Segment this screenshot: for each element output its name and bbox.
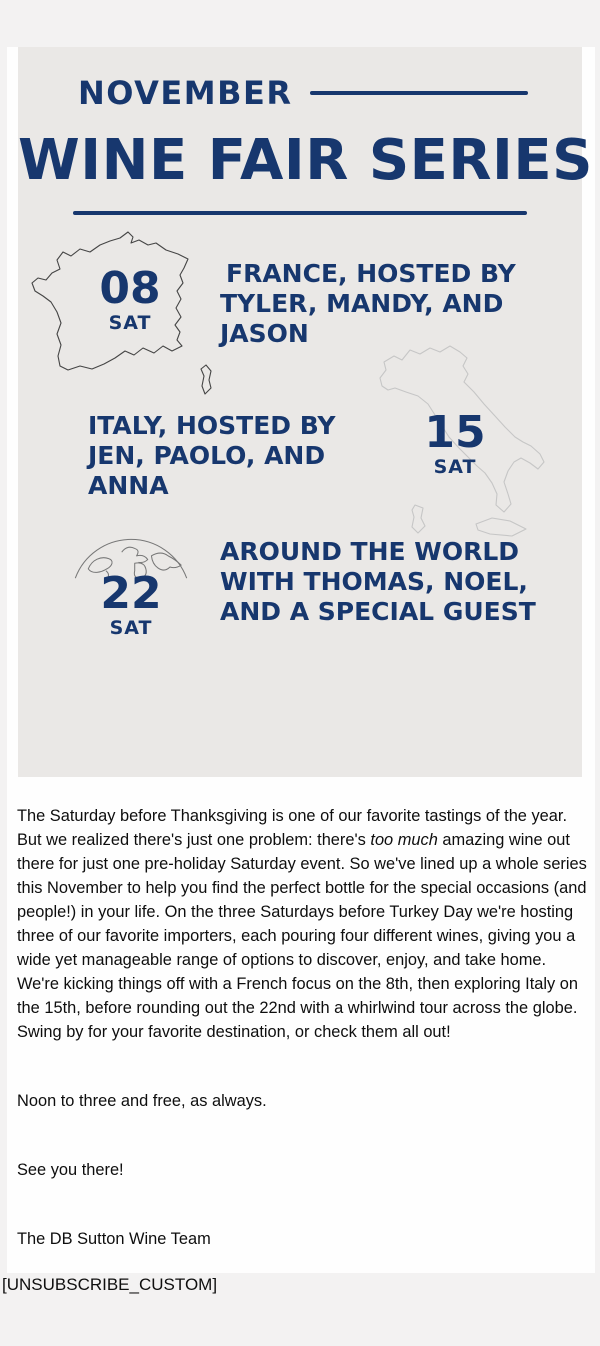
event-title-france [220, 259, 560, 349]
event-title-line: TYLER, MANDY, AND [220, 289, 504, 318]
poster-title: WINE FAIR SERIES [18, 128, 593, 193]
email-body [7, 47, 595, 1273]
poster-month-row [78, 73, 528, 113]
event-date-france [80, 263, 180, 334]
time-paragraph: Noon to three and free, as always. [17, 1092, 267, 1110]
event-title-line: ANNA [88, 471, 169, 500]
event-title-line: FRANCE, HOSTED BY [226, 259, 516, 288]
intro-text-italic: too much [370, 831, 438, 849]
event-date-world [81, 568, 181, 639]
event-weekday: SAT [108, 312, 152, 334]
wine-fair-poster [18, 47, 593, 777]
event-title-line: AND A SPECIAL GUEST [220, 597, 536, 626]
event-title-world [220, 537, 560, 627]
event-day-number: 22 [100, 568, 162, 619]
signature-paragraph: The DB Sutton Wine Team [17, 1230, 211, 1248]
event-title-line: JASON [220, 319, 309, 348]
event-title-line: JEN, PAOLO, AND [88, 441, 326, 470]
poster-divider-rule [73, 211, 527, 215]
month-divider-line [310, 91, 528, 95]
intro-paragraph [17, 804, 589, 1044]
intro-text-end: amazing wine out there for just one pre-holiday Saturday event. So we've lined up a whole series this November to help you find the perfect bottle for the special occasions (and people!) in your life. On the three Saturdays before Turkey Day we're hosting three of our favorite importers, each pouring four different wines, giving you a wide yet manageable range of options to discover, enjoy, and take home. We're kicking things off with a French focus on the 8th, then exploring Italy on the 15th, before rounding out the 22nd with a whirlwind tour across the globe. Swing by for your favorite destination, or check them all out! [17, 831, 587, 1041]
event-title-line: WITH THOMAS, NOEL, [220, 567, 528, 596]
event-title-line: ITALY, HOSTED BY [88, 411, 336, 440]
event-weekday: SAT [109, 617, 153, 639]
unsubscribe-placeholder-text: [UNSUBSCRIBE_CUSTOM] [2, 1275, 218, 1294]
event-day-number: 15 [424, 407, 486, 458]
event-weekday: SAT [433, 456, 477, 478]
event-title-line: AROUND THE WORLD [220, 537, 520, 566]
event-day-number: 08 [99, 263, 161, 314]
event-date-italy [405, 407, 505, 478]
intro-text-start: The Saturday before Thanksgiving is one of our favorite tastings of the year. But we realized there's just one problem: there's [17, 807, 568, 849]
month-label: NOVEMBER [78, 74, 293, 112]
email-text-content [17, 804, 589, 1251]
signoff-paragraph: See you there! [17, 1161, 124, 1179]
event-title-italy [88, 411, 408, 501]
